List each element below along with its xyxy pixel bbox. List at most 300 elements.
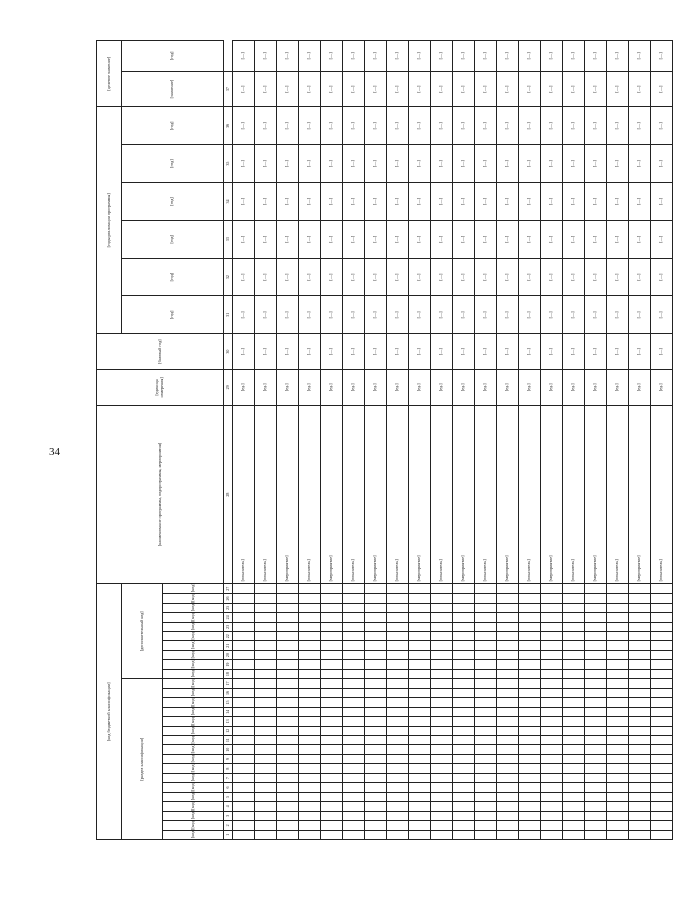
- code-cell: [585, 792, 607, 801]
- column-number: 12: [224, 726, 233, 735]
- code-cell: [299, 811, 321, 820]
- value-cell: [—]: [453, 220, 475, 258]
- code-cell: [519, 688, 541, 697]
- row-name: [мероприятие]: [497, 405, 519, 584]
- code-cell: [233, 783, 255, 792]
- code-cell: [563, 764, 585, 773]
- code-cell: [409, 717, 431, 726]
- code-cell: [233, 726, 255, 735]
- code-cell: [387, 830, 409, 839]
- table-row: [343, 41, 365, 840]
- code-cell: [497, 821, 519, 830]
- code-cell: [343, 698, 365, 707]
- code-cell: [475, 603, 497, 612]
- value-cell: [—]: [519, 107, 541, 145]
- code-cell: [387, 584, 409, 594]
- header-code-col: [код]: [163, 698, 224, 707]
- code-cell: [541, 783, 563, 792]
- value-cell: [—]: [343, 183, 365, 221]
- code-cell: [475, 688, 497, 697]
- value-cell: [—]: [585, 220, 607, 258]
- final-cell: [—]: [585, 71, 607, 107]
- code-cell: [343, 669, 365, 678]
- code-cell: [299, 660, 321, 669]
- code-cell: [497, 783, 519, 792]
- code-cell: [629, 773, 651, 782]
- code-cell: [607, 698, 629, 707]
- code-cell: [343, 679, 365, 688]
- code-cell: [343, 726, 365, 735]
- code-cell: [321, 736, 343, 745]
- code-cell: [453, 764, 475, 773]
- code-cell: [585, 764, 607, 773]
- code-cell: [233, 764, 255, 773]
- value-cell: [—]: [651, 296, 673, 334]
- code-cell: [585, 830, 607, 839]
- code-cell: [541, 773, 563, 782]
- value-cell: [—]: [431, 296, 453, 334]
- code-cell: [431, 736, 453, 745]
- code-cell: [475, 821, 497, 830]
- value-cell: [—]: [321, 107, 343, 145]
- code-cell: [321, 773, 343, 782]
- final-cell: [—]: [607, 41, 629, 72]
- code-cell: [541, 726, 563, 735]
- code-cell: [651, 594, 673, 603]
- value-cell: [—]: [453, 334, 475, 370]
- code-cell: [321, 594, 343, 603]
- table-row: [607, 41, 629, 840]
- value-cell: [—]: [255, 107, 277, 145]
- value-cell: [—]: [299, 296, 321, 334]
- code-cell: [497, 698, 519, 707]
- code-cell: [651, 669, 673, 678]
- value-cell: [—]: [453, 258, 475, 296]
- code-cell: [453, 698, 475, 707]
- code-cell: [519, 830, 541, 839]
- value-cell: [—]: [321, 334, 343, 370]
- code-cell: [277, 688, 299, 697]
- value-cell: [—]: [541, 107, 563, 145]
- code-cell: [475, 745, 497, 754]
- column-number: 21: [224, 641, 233, 650]
- code-cell: [321, 707, 343, 716]
- code-cell: [541, 584, 563, 594]
- code-cell: [585, 650, 607, 659]
- column-number: 13: [224, 717, 233, 726]
- value-cell: [—]: [431, 220, 453, 258]
- value-cell: [—]: [541, 220, 563, 258]
- code-cell: [475, 669, 497, 678]
- code-cell: [431, 622, 453, 631]
- code-cell: [541, 669, 563, 678]
- code-cell: [299, 594, 321, 603]
- column-number: 8: [224, 764, 233, 773]
- header-code-col: [код]: [163, 811, 224, 820]
- code-cell: [585, 632, 607, 641]
- code-cell: [431, 679, 453, 688]
- value-cell: [—]: [629, 258, 651, 296]
- code-cell: [651, 802, 673, 811]
- code-cell: [321, 792, 343, 801]
- value-cell: [—]: [277, 183, 299, 221]
- code-cell: [387, 594, 409, 603]
- code-cell: [651, 821, 673, 830]
- code-cell: [387, 641, 409, 650]
- code-cell: [475, 792, 497, 801]
- header-code-col: [код]: [163, 641, 224, 650]
- code-cell: [299, 698, 321, 707]
- value-cell: [—]: [431, 334, 453, 370]
- code-cell: [233, 669, 255, 678]
- header-code-col: [код]: [163, 736, 224, 745]
- row-unit: [ед.]: [233, 370, 255, 406]
- code-cell: [651, 698, 673, 707]
- code-cell: [343, 660, 365, 669]
- code-cell: [409, 679, 431, 688]
- value-cell: [—]: [475, 296, 497, 334]
- value-cell: [—]: [519, 183, 541, 221]
- row-name: [показатель]: [299, 405, 321, 584]
- code-cell: [387, 613, 409, 622]
- final-cell: [—]: [453, 41, 475, 72]
- code-cell: [651, 811, 673, 820]
- code-cell: [651, 707, 673, 716]
- code-cell: [453, 584, 475, 594]
- final-cell: [—]: [607, 71, 629, 107]
- code-cell: [607, 650, 629, 659]
- code-cell: [255, 792, 277, 801]
- code-cell: [497, 650, 519, 659]
- code-cell: [299, 821, 321, 830]
- header-code-col: [код]: [163, 783, 224, 792]
- value-cell: [—]: [255, 145, 277, 183]
- code-cell: [585, 802, 607, 811]
- value-cell: [—]: [255, 258, 277, 296]
- code-cell: [563, 641, 585, 650]
- value-cell: [—]: [365, 296, 387, 334]
- code-cell: [585, 679, 607, 688]
- code-cell: [563, 726, 585, 735]
- value-cell: [—]: [277, 296, 299, 334]
- code-cell: [233, 613, 255, 622]
- header-code-col: [код]: [163, 594, 224, 603]
- code-cell: [629, 707, 651, 716]
- code-cell: [585, 745, 607, 754]
- code-cell: [387, 669, 409, 678]
- value-cell: [—]: [585, 183, 607, 221]
- code-cell: [277, 660, 299, 669]
- code-cell: [607, 811, 629, 820]
- row-unit: [ед.]: [343, 370, 365, 406]
- value-cell: [—]: [255, 334, 277, 370]
- code-cell: [453, 660, 475, 669]
- code-cell: [453, 594, 475, 603]
- code-cell: [585, 603, 607, 612]
- row-name: [показатель]: [233, 405, 255, 584]
- code-cell: [431, 802, 453, 811]
- code-cell: [321, 669, 343, 678]
- value-cell: [—]: [585, 334, 607, 370]
- value-cell: [—]: [277, 258, 299, 296]
- header-code-col: [код]: [163, 584, 224, 594]
- code-cell: [519, 660, 541, 669]
- code-cell: [431, 613, 453, 622]
- code-cell: [343, 773, 365, 782]
- value-cell: [—]: [497, 334, 519, 370]
- code-cell: [365, 622, 387, 631]
- code-cell: [563, 632, 585, 641]
- value-cell: [—]: [365, 183, 387, 221]
- code-cell: [585, 717, 607, 726]
- code-cell: [387, 754, 409, 763]
- row-name: [показатель]: [519, 405, 541, 584]
- row-unit: [ед.]: [365, 370, 387, 406]
- final-cell: [—]: [233, 41, 255, 72]
- value-cell: [—]: [563, 296, 585, 334]
- code-cell: [541, 613, 563, 622]
- code-cell: [629, 792, 651, 801]
- column-number: 10: [224, 745, 233, 754]
- column-number: 1: [224, 830, 233, 839]
- code-cell: [365, 650, 387, 659]
- code-cell: [453, 688, 475, 697]
- value-cell: [—]: [233, 107, 255, 145]
- code-cell: [255, 679, 277, 688]
- code-cell: [453, 773, 475, 782]
- row-unit: [ед.]: [651, 370, 673, 406]
- code-cell: [321, 783, 343, 792]
- code-cell: [343, 736, 365, 745]
- code-cell: [475, 641, 497, 650]
- header-final-value: [значение]: [122, 71, 224, 107]
- code-cell: [387, 603, 409, 612]
- code-cell: [475, 754, 497, 763]
- code-cell: [629, 660, 651, 669]
- code-cell: [277, 764, 299, 773]
- code-cell: [299, 688, 321, 697]
- row-unit: [ед.]: [629, 370, 651, 406]
- code-cell: [651, 764, 673, 773]
- code-cell: [519, 764, 541, 773]
- code-cell: [299, 622, 321, 631]
- code-cell: [585, 698, 607, 707]
- code-cell: [277, 830, 299, 839]
- code-cell: [409, 669, 431, 678]
- code-cell: [255, 773, 277, 782]
- code-cell: [585, 641, 607, 650]
- code-cell: [299, 802, 321, 811]
- final-cell: [—]: [277, 71, 299, 107]
- final-cell: [—]: [233, 71, 255, 107]
- code-cell: [607, 632, 629, 641]
- code-cell: [233, 736, 255, 745]
- value-cell: [—]: [299, 183, 321, 221]
- code-cell: [299, 641, 321, 650]
- code-cell: [541, 641, 563, 650]
- header-code-col: [код]: [163, 603, 224, 612]
- final-cell: [—]: [519, 41, 541, 72]
- code-cell: [343, 632, 365, 641]
- code-cell: [409, 584, 431, 594]
- header-code-col: [код]: [163, 821, 224, 830]
- value-cell: [—]: [343, 258, 365, 296]
- row-unit: [ед.]: [431, 370, 453, 406]
- row-name: [мероприятие]: [585, 405, 607, 584]
- table-row: [651, 41, 673, 840]
- code-cell: [321, 688, 343, 697]
- value-cell: [—]: [607, 334, 629, 370]
- final-cell: [—]: [343, 41, 365, 72]
- code-cell: [497, 632, 519, 641]
- code-cell: [431, 754, 453, 763]
- code-cell: [277, 811, 299, 820]
- code-cell: [233, 584, 255, 594]
- header-code-sub: [раздел классификации]: [122, 679, 163, 840]
- table-row: [497, 41, 519, 840]
- code-cell: [607, 688, 629, 697]
- code-cell: [651, 641, 673, 650]
- header-code-group: [код бюджетной классификации]: [97, 584, 122, 840]
- value-cell: [—]: [365, 107, 387, 145]
- code-cell: [651, 679, 673, 688]
- value-cell: [—]: [409, 296, 431, 334]
- code-cell: [519, 613, 541, 622]
- table-row: [453, 41, 475, 840]
- code-cell: [475, 726, 497, 735]
- value-cell: [—]: [299, 145, 321, 183]
- value-cell: [—]: [365, 258, 387, 296]
- code-cell: [299, 726, 321, 735]
- code-cell: [409, 764, 431, 773]
- code-cell: [453, 622, 475, 631]
- value-cell: [—]: [299, 107, 321, 145]
- code-cell: [431, 821, 453, 830]
- code-cell: [365, 717, 387, 726]
- code-cell: [277, 669, 299, 678]
- code-cell: [541, 594, 563, 603]
- table-row: [541, 41, 563, 840]
- code-cell: [607, 594, 629, 603]
- code-cell: [453, 650, 475, 659]
- code-cell: [651, 613, 673, 622]
- page-number: 34: [49, 446, 60, 458]
- code-cell: [277, 650, 299, 659]
- code-cell: [255, 717, 277, 726]
- code-cell: [607, 707, 629, 716]
- code-cell: [651, 736, 673, 745]
- code-cell: [321, 802, 343, 811]
- header-year: [год]: [122, 107, 224, 145]
- row-name: [мероприятие]: [321, 405, 343, 584]
- code-cell: [607, 802, 629, 811]
- code-cell: [475, 594, 497, 603]
- final-cell: [—]: [497, 41, 519, 72]
- code-cell: [321, 584, 343, 594]
- code-cell: [497, 717, 519, 726]
- row-unit: [ед.]: [563, 370, 585, 406]
- table-row: [409, 41, 431, 840]
- header-code-col: [код]: [163, 754, 224, 763]
- code-cell: [475, 717, 497, 726]
- row-name: [мероприятие]: [365, 405, 387, 584]
- code-cell: [409, 745, 431, 754]
- code-cell: [321, 764, 343, 773]
- column-number: 19: [224, 660, 233, 669]
- code-cell: [431, 632, 453, 641]
- row-unit: [ед.]: [497, 370, 519, 406]
- code-cell: [233, 745, 255, 754]
- code-cell: [299, 745, 321, 754]
- code-cell: [563, 698, 585, 707]
- code-cell: [343, 603, 365, 612]
- header-unit: [единица измерения]: [97, 370, 224, 406]
- code-cell: [453, 745, 475, 754]
- code-cell: [365, 688, 387, 697]
- header-year: [год]: [122, 220, 224, 258]
- row-unit: [ед.]: [409, 370, 431, 406]
- code-cell: [409, 821, 431, 830]
- code-cell: [607, 584, 629, 594]
- final-cell: [—]: [365, 71, 387, 107]
- code-cell: [233, 688, 255, 697]
- code-cell: [607, 773, 629, 782]
- code-cell: [299, 717, 321, 726]
- code-cell: [519, 802, 541, 811]
- value-cell: [—]: [651, 220, 673, 258]
- code-cell: [365, 613, 387, 622]
- code-cell: [563, 622, 585, 631]
- code-cell: [365, 792, 387, 801]
- code-cell: [541, 688, 563, 697]
- value-cell: [—]: [629, 183, 651, 221]
- code-cell: [387, 792, 409, 801]
- column-number: 16: [224, 688, 233, 697]
- code-cell: [453, 641, 475, 650]
- code-cell: [365, 830, 387, 839]
- column-number: 33: [224, 220, 233, 258]
- code-cell: [585, 821, 607, 830]
- code-cell: [497, 764, 519, 773]
- code-cell: [365, 783, 387, 792]
- header-code-col: [код]: [163, 745, 224, 754]
- final-cell: [—]: [299, 41, 321, 72]
- table-row: [365, 41, 387, 840]
- value-cell: [—]: [343, 145, 365, 183]
- value-cell: [—]: [651, 183, 673, 221]
- code-cell: [387, 622, 409, 631]
- code-cell: [343, 650, 365, 659]
- code-cell: [541, 736, 563, 745]
- table-row: [233, 41, 255, 840]
- code-cell: [431, 698, 453, 707]
- code-cell: [365, 726, 387, 735]
- value-cell: [—]: [233, 183, 255, 221]
- code-cell: [343, 830, 365, 839]
- code-cell: [233, 650, 255, 659]
- final-cell: [—]: [387, 71, 409, 107]
- header-year: [год]: [122, 183, 224, 221]
- code-cell: [497, 603, 519, 612]
- code-cell: [541, 707, 563, 716]
- value-cell: [—]: [629, 145, 651, 183]
- code-cell: [497, 641, 519, 650]
- code-cell: [233, 830, 255, 839]
- code-cell: [277, 613, 299, 622]
- code-cell: [387, 783, 409, 792]
- value-cell: [—]: [607, 258, 629, 296]
- code-cell: [233, 603, 255, 612]
